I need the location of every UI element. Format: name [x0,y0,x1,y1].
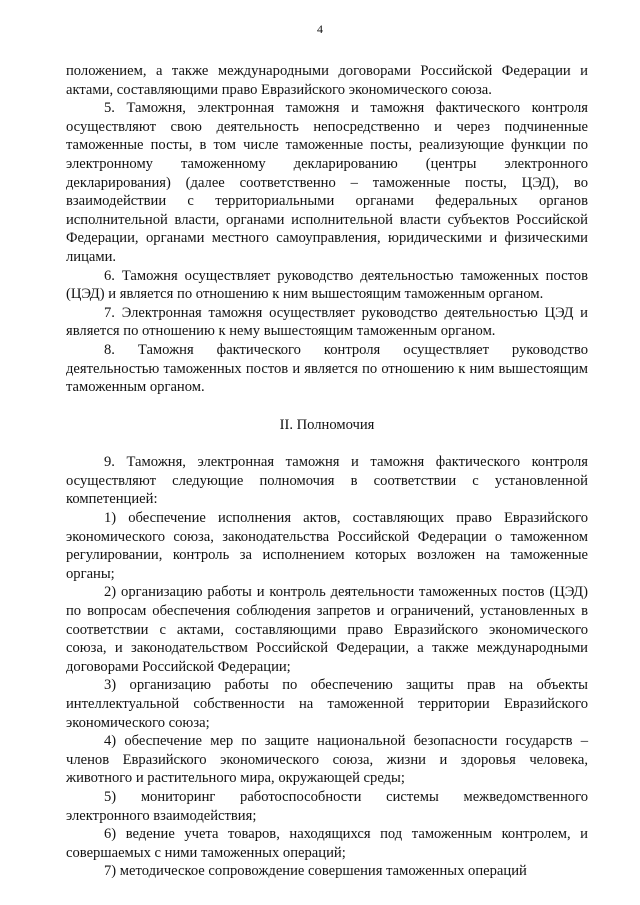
paragraph-8: 8. Таможня фактического контроля осуществляет руководство деятельностью таможенных постов и является по отношению к ним вышестоящим таможенным органом. [66,341,588,396]
list-item-1: 1) обеспечение исполнения актов, составляющих право Евразийского экономического союза, законодательства Российской Федерации о таможенном регулировании, контроль за исполнением которых возложен на таможенные органы; [66,510,588,582]
paragraph-continuation: положением, а также международными договорами Российской Федерации и актами, составляющими право Евразийского экономического союза. [66,63,588,98]
section-heading: II. Полномочия [279,416,375,433]
list-item-3: 3) организацию работы по обеспечению защиты прав на объекты интеллектуальной собственности на таможенной территории Евразийского экономического союза; [66,677,588,731]
list-item-7: 7) методическое сопровождение совершения таможенных операций [104,863,527,880]
page-number: 4 [317,22,323,36]
document-body [66,62,588,881]
list-item-2: 2) организацию работы и контроль деятельности таможенных постов (ЦЭД) по вопросам обеспечения соблюдения запретов и ограничений, установленных в соответствии с актами, составляющими право Евразийского экономического союза, и законодательством Российской Федерации, а также международными договорами Российской Федерации; [66,584,588,675]
paragraph-5: 5. Таможня, электронная таможня и таможня фактического контроля осуществляют свою деятельность непосредственно и через подчиненные таможенные посты, в том числе таможенные посты, реализующие функции по электронному таможенному декларированию (центры электронного декларирования) (далее соответственно – таможенные посты, ЦЭД), во взаимодействии с территориальными органами федеральных органов исполнительной власти, органами исполнительной власти субъектов Российской Федерации, органами местного самоуправления, юридическими и физическими лицами. [66,100,588,265]
paragraph-6: 6. Таможня осуществляет руководство деятельностью таможенных постов (ЦЭД) и является по отношению к ним вышестоящим таможенным органом. [66,267,588,303]
paragraph-9: 9. Таможня, электронная таможня и таможня фактического контроля осуществляют следующие полномочия в соответствии с установленной компетенцией: [66,454,588,508]
list-item-4: 4) обеспечение мер по защите национальной безопасности государств – членов Евразийского экономического союза, жизни и здоровья человека, животного и растительного мира, окружающей среды; [66,733,588,787]
list-item-6: 6) ведение учета товаров, находящихся под таможенным контролем, и совершаемых с ними таможенных операций; [66,826,588,861]
paragraph-7: 7. Электронная таможня осуществляет руководство деятельностью ЦЭД и является по отношению к нему вышестоящим таможенным органом. [66,304,588,340]
list-item-5: 5) мониторинг работоспособности системы межведомственного электронного взаимодействия; [66,788,588,824]
